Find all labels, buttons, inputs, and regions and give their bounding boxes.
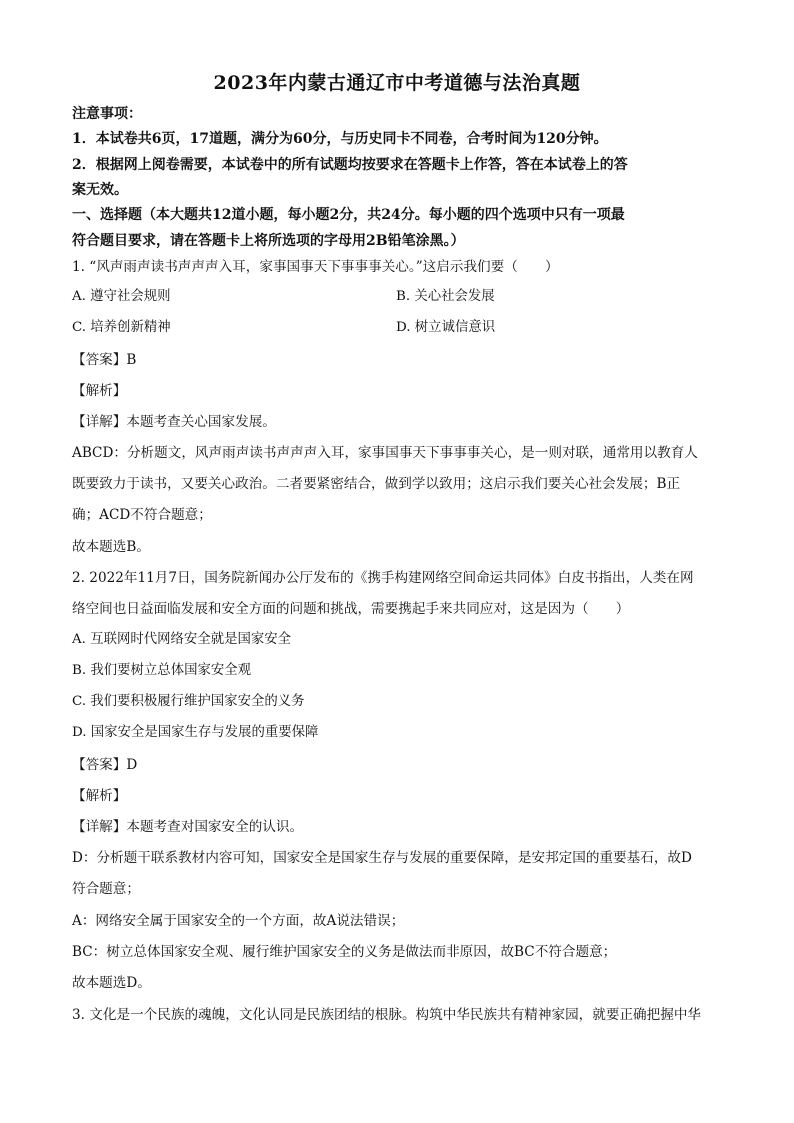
notice-item-2a: 2．根据网上阅卷需要，本试卷中的所有试题均按要求在答题卡上作答，答在本试卷上的答 [72, 157, 628, 173]
q3-stem-a: 3. 文化是一个民族的魂魄，文化认同是民族团结的根脉。构筑中华民族共有精神家园，就要正确把握中华 [72, 1007, 702, 1023]
q2-explanation-1: D：分析题干联系教材内容可知，国家安全是国家生存与发展的重要保障，是安邦定国的重要基石，故D [72, 850, 692, 866]
q1-stem: 1. “风声雨声读书声声声入耳，家事国事天下事事事关心。”这启示我们要（ ） [72, 259, 559, 275]
page-title: 2023年内蒙古通辽市中考道德与法治真题 [213, 72, 581, 94]
q1-detail: 【详解】本题考查关心国家发展。 [72, 414, 276, 430]
q1-answer: 【答案】B [72, 352, 137, 368]
q1-explanation-3: 确；ACD不符合题意； [72, 507, 212, 523]
q1-option-a: A. 遵守社会规则 [72, 289, 171, 304]
q2-option-b: B. 我们要树立总体国家安全观 [72, 663, 252, 678]
q2-detail: 【详解】本题考查对国家安全的认识。 [72, 819, 304, 835]
q2-explanation-4: BC：树立总体国家安全观、履行维护国家安全的义务是做法而非原因，故BC不符合题意； [72, 944, 617, 960]
q2-answer: 【答案】D [72, 757, 138, 773]
q1-option-b: B. 关心社会发展 [396, 289, 495, 304]
q1-option-d: D. 树立诚信意识 [396, 320, 496, 335]
q2-analysis-label: 【解析】 [72, 788, 127, 804]
q1-explanation-1: ABCD：分析题文，风声雨声读书声声声入耳，家事国事天下事事事关心，是一则对联，通常用以教育人 [72, 445, 698, 461]
notice-item-1: 1．本试卷共6页，17道题，满分为60分，与历史同卡不同卷，合考时间为120分钟。 [72, 131, 608, 147]
q2-conclusion: 故本题选D。 [72, 975, 151, 991]
q2-explanation-2: 符合题意； [72, 881, 140, 897]
q1-explanation-2: 既要致力于读书，又要关心政治。二者要紧密结合，做到学以致用；这启示我们要关心社会发展；B正 [72, 476, 681, 492]
q1-option-c: C. 培养创新精神 [72, 320, 171, 335]
section-heading-a: 一、选择题（本大题共12道小题，每小题2分，共24分。每小题的四个选项中只有一项最 [72, 207, 625, 223]
notice-heading: 注意事项： [72, 106, 142, 122]
q2-option-a: A. 互联网时代网络安全就是国家安全 [72, 632, 292, 647]
q2-stem-a: 2. 2022年11月7日，国务院新闻办公厅发布的《携手构建网络空间命运共同体》白皮书指出，人类在网 [72, 570, 694, 586]
section-heading-b: 符合题目要求，请在答题卡上将所选项的字母用2B铅笔涂黑。） [72, 233, 465, 249]
q1-analysis-label: 【解析】 [72, 383, 127, 399]
q2-explanation-3: A：网络安全属于国家安全的一个方面，故A说法错误； [72, 913, 405, 929]
q2-stem-b: 络空间也日益面临发展和安全方面的问题和挑战，需要携起手来共同应对，这是因为（ ） [72, 601, 630, 617]
notice-item-2b: 案无效。 [72, 182, 128, 198]
q2-option-c: C. 我们要积极履行维护国家安全的义务 [72, 694, 305, 709]
q2-option-d: D. 国家安全是国家生存与发展的重要保障 [72, 725, 319, 740]
q1-conclusion: 故本题选B。 [72, 539, 150, 555]
